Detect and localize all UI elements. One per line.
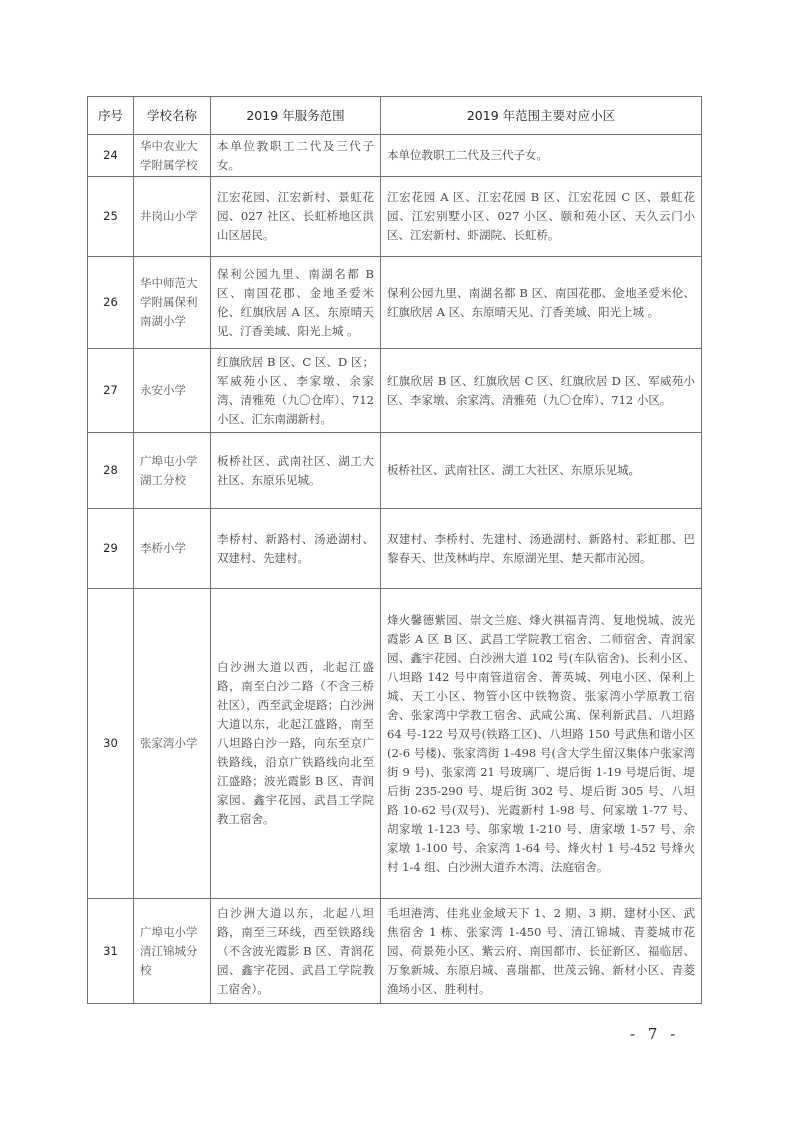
row-scope: 板桥社区、武南社区、湖工大社区、东原乐见城。 (211, 433, 381, 509)
row-areas: 江宏花园 A 区、江宏花园 B 区、江宏花园 C 区、景虹花园、江宏别墅小区、027 小区、颐和苑小区、天久云门小区、江宏新村、虾湖院、长虹桥。 (381, 177, 702, 257)
row-scope: 红旗欣居 B 区、C 区、D 区；军威苑小区、李家墩、余家湾、清雅苑（九〇仓库）、712 小区、汇东南湖新村。 (211, 349, 381, 433)
table-row (88, 589, 702, 899)
row-no: 31 (88, 899, 134, 1004)
row-areas: 双建村、李桥村、先建村、汤逊湖村、新路村、彩虹郡、巴黎春天、世茂林屿岸、东原湖光里、楚天都市沁园。 (381, 509, 702, 589)
row-school: 永安小学 (134, 349, 211, 433)
row-no: 26 (88, 257, 134, 349)
table-row (88, 899, 702, 1004)
header-scope: 2019 年服务范围 (211, 97, 381, 135)
row-no: 24 (88, 135, 134, 177)
table-row (88, 177, 702, 257)
table-row (88, 433, 702, 509)
row-areas: 毛坦港湾、佳兆业金域天下 1、2 期、3 期、建材小区、武焦宿舍 1 栋、张家湾 1-450 号、清江锦城、青菱城市花园、荷景苑小区、紫云府、南国都市、长征新区、福临居、万象新城、东原启城、喜瑞都、世茂云锦、新材小区、青菱渔场小区、胜利村。 (381, 899, 702, 1004)
row-school: 张家湾小学 (134, 589, 211, 899)
table-row (88, 509, 702, 589)
row-school: 李桥小学 (134, 509, 211, 589)
table-header-row (88, 97, 702, 135)
row-scope: 保利公园九里、南湖名都 B 区、南国花郡、金地圣爱米伦、红旗欣居 A 区、东原晴天见、汀香美域、阳光上城 。 (211, 257, 381, 349)
row-scope: 白沙洲大道以东，北起八坦路，南至三环线，西至铁路线（不含波光霞影 B 区、青润花园、鑫宇花园、武昌工学院教工宿舍）。 (211, 899, 381, 1004)
row-scope: 本单位教职工二代及三代子女。 (211, 135, 381, 177)
row-no: 28 (88, 433, 134, 509)
row-school: 华中师范大学附属保利南湖小学 (134, 257, 211, 349)
row-no: 25 (88, 177, 134, 257)
row-areas: 本单位教职工二代及三代子女。 (381, 135, 702, 177)
row-areas: 板桥社区、武南社区、湖工大社区、东原乐见城。 (381, 433, 702, 509)
table-row (88, 349, 702, 433)
table-row (88, 135, 702, 177)
row-scope: 李桥村、新路村、汤逊湖村、双建村、先建村。 (211, 509, 381, 589)
row-scope: 白沙洲大道以西，北起江盛路，南至白沙二路（不含三桥社区），西至武金堤路；白沙洲大道以东，北起江盛路，南至八坦路白沙一路，向东至京广铁路线，沿京广铁路线向北至江盛路；波光霞影 B 区、青润家园、鑫宇花园、武昌工学院教工宿舍。 (211, 589, 381, 899)
row-school: 广埠屯小学湖工分校 (134, 433, 211, 509)
school-district-table (87, 96, 702, 1004)
row-no: 29 (88, 509, 134, 589)
row-school: 井岗山小学 (134, 177, 211, 257)
header-areas: 2019 年范围主要对应小区 (381, 97, 702, 135)
row-areas: 保利公园九里、南湖名都 B 区、南国花郡、金地圣爱米伦、红旗欣居 A 区、东原晴天见、汀香美域、阳光上城 。 (381, 257, 702, 349)
row-school: 华中农业大学附属学校 (134, 135, 211, 177)
header-no: 序号 (88, 97, 134, 135)
table-row (88, 257, 702, 349)
page-number: - 7 - (630, 1025, 680, 1043)
row-school: 广埠屯小学清江锦城分校 (134, 899, 211, 1004)
row-scope: 江宏花园、江宏新村、景虹花园、027 社区、长虹桥地区洪山区居民。 (211, 177, 381, 257)
row-no: 27 (88, 349, 134, 433)
row-areas: 红旗欣居 B 区、红旗欣居 C 区、红旗欣居 D 区、军威苑小区、李家墩、余家湾、清雅苑（九〇仓库）、712 小区。 (381, 349, 702, 433)
header-school: 学校名称 (134, 97, 211, 135)
row-no: 30 (88, 589, 134, 899)
row-areas: 烽火馨德紫园、崇文兰庭、烽火祺福青湾、复地悦城、波光霞影 A 区 B 区、武昌工学院教工宿舍、二师宿舍、青润家园、鑫宇花园、白沙洲大道 102 号(车队宿舍)、长利小区、八坦路 142 号中南管道宿舍、菁英城、列电小区、保利上城、天工小区、物管小区中铁物资、张家湾小学原教工宿舍、张家湾中学教工宿舍、武咸公寓、保利新武昌、八坦路 64 号-122 号双号(铁路工区)、八坦路 150 号武焦和谐小区(2-6 号楼)、张家湾街 1-498 号(含大学生留汉集体户张家湾街 9 号)、张家湾 21 号玻璃厂、堤后街 1-19 号堤后街、堤后街 235-290 号、堤后街 302 号、堤后街 305 号、八坦路 10-62 号(双号)、光霞新村 1-98 号、何家墩 1-77 号、胡家墩 1-123 号、邬家墩 1-210 号、唐家墩 1-57 号、余家墩 1-100 号、余家湾 1-64 号、烽火村 1 号-452 号烽火村 1-4 组、白沙洲大道乔木湾、法庭宿舍。 (381, 589, 702, 899)
